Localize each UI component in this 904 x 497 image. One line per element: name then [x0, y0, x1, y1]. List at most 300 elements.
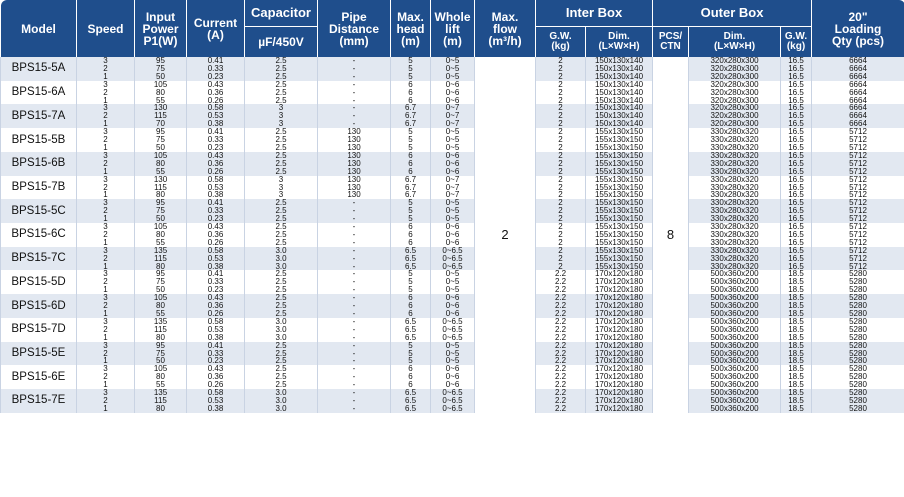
cell-input-power: 80 [135, 231, 187, 239]
cell-outer-dim: 330x280x320 [689, 191, 781, 199]
cell-inter-dim: 150x130x140 [586, 73, 653, 81]
cell-inter-gw: 2.2 [536, 270, 586, 278]
cell-inter-gw: 2 [536, 65, 586, 73]
cell-pipe-distance: - [318, 294, 391, 302]
model-name: BPS15-6E [1, 365, 77, 389]
cell-whole-lift: 0~5 [431, 128, 475, 136]
cell-input-power: 55 [135, 381, 187, 389]
cell-whole-lift: 0~6.5 [431, 255, 475, 263]
cell-inter-gw: 2.2 [536, 326, 586, 334]
cell-capacitor: 3.0 [245, 318, 318, 326]
cell-current: 0.36 [187, 302, 245, 310]
cell-speed: 1 [77, 73, 135, 81]
cell-capacitor: 3.0 [245, 247, 318, 255]
cell-pipe-distance: 130 [318, 184, 391, 192]
cell-outer-gw: 18.5 [781, 350, 812, 358]
cell-loading-qty: 5712 [812, 144, 904, 152]
cell-current: 0.26 [187, 239, 245, 247]
cell-speed: 2 [77, 302, 135, 310]
cell-outer-dim: 500x360x200 [689, 310, 781, 318]
model-name: BPS15-5C [1, 199, 77, 223]
cell-whole-lift: 0~5 [431, 215, 475, 223]
cell-outer-dim: 330x280x320 [689, 239, 781, 247]
table-row [1, 176, 904, 184]
cell-inter-dim: 150x130x140 [586, 89, 653, 97]
cell-outer-dim: 500x360x200 [689, 381, 781, 389]
table-row [1, 318, 904, 326]
cell-speed: 1 [77, 405, 135, 413]
cell-input-power: 80 [135, 263, 187, 271]
cell-outer-dim: 330x280x320 [689, 263, 781, 271]
cell-input-power: 130 [135, 176, 187, 184]
cell-outer-gw: 18.5 [781, 373, 812, 381]
table-row [1, 215, 904, 223]
cell-max-head: 5 [391, 215, 431, 223]
cell-outer-gw: 18.5 [781, 326, 812, 334]
cell-loading-qty: 5280 [812, 294, 904, 302]
model-name: BPS15-5B [1, 128, 77, 152]
cell-outer-dim: 330x280x320 [689, 184, 781, 192]
cell-capacitor: 2.5 [245, 231, 318, 239]
cell-input-power: 95 [135, 128, 187, 136]
cell-max-head: 6 [391, 168, 431, 176]
cell-whole-lift: 0~5 [431, 199, 475, 207]
cell-speed: 1 [77, 97, 135, 105]
cell-speed: 1 [77, 168, 135, 176]
cell-inter-dim: 170x120x180 [586, 310, 653, 318]
cell-speed: 2 [77, 160, 135, 168]
table-row [1, 97, 904, 105]
cell-speed: 1 [77, 239, 135, 247]
cell-speed: 3 [77, 81, 135, 89]
cell-inter-dim: 170x120x180 [586, 334, 653, 342]
cell-inter-dim: 170x120x180 [586, 373, 653, 381]
table-row [1, 263, 904, 271]
cell-current: 0.43 [187, 152, 245, 160]
cell-max-head: 5 [391, 57, 431, 65]
cell-loading-qty: 5280 [812, 373, 904, 381]
cell-input-power: 80 [135, 373, 187, 381]
cell-pipe-distance: - [318, 365, 391, 373]
cell-inter-dim: 170x120x180 [586, 278, 653, 286]
header-speed: Speed [77, 0, 135, 57]
model-name: BPS15-7E [1, 389, 77, 413]
cell-input-power: 50 [135, 144, 187, 152]
cell-max-head: 5 [391, 73, 431, 81]
cell-pipe-distance: - [318, 302, 391, 310]
cell-outer-dim: 320x280x300 [689, 89, 781, 97]
cell-whole-lift: 0~5 [431, 73, 475, 81]
header-current: Current (A) [187, 0, 245, 57]
cell-outer-gw: 16.5 [781, 247, 812, 255]
cell-inter-gw: 2.2 [536, 350, 586, 358]
cell-input-power: 80 [135, 89, 187, 97]
cell-inter-dim: 150x130x140 [586, 97, 653, 105]
cell-outer-dim: 500x360x200 [689, 389, 781, 397]
cell-inter-dim: 155x130x150 [586, 176, 653, 184]
cell-outer-dim: 330x280x320 [689, 207, 781, 215]
table-row [1, 223, 904, 231]
cell-outer-gw: 16.5 [781, 81, 812, 89]
cell-input-power: 80 [135, 405, 187, 413]
cell-capacitor: 3.0 [245, 397, 318, 405]
cell-input-power: 95 [135, 270, 187, 278]
cell-inter-dim: 155x130x150 [586, 223, 653, 231]
cell-current: 0.53 [187, 255, 245, 263]
cell-input-power: 115 [135, 326, 187, 334]
cell-input-power: 75 [135, 350, 187, 358]
cell-whole-lift: 0~6.5 [431, 247, 475, 255]
cell-pipe-distance: - [318, 373, 391, 381]
cell-inter-gw: 2.2 [536, 405, 586, 413]
cell-loading-qty: 5280 [812, 302, 904, 310]
cell-outer-dim: 320x280x300 [689, 73, 781, 81]
header-pcs-ctn: PCS/ CTN [653, 27, 689, 58]
cell-current: 0.41 [187, 57, 245, 65]
cell-loading-qty: 5712 [812, 231, 904, 239]
cell-loading-qty: 6664 [812, 112, 904, 120]
table-row [1, 278, 904, 286]
cell-inter-gw: 2 [536, 231, 586, 239]
cell-inter-dim: 155x130x150 [586, 247, 653, 255]
cell-pipe-distance: - [318, 73, 391, 81]
table-row [1, 397, 904, 405]
cell-inter-dim: 170x120x180 [586, 357, 653, 365]
cell-input-power: 75 [135, 278, 187, 286]
cell-capacitor: 2.5 [245, 144, 318, 152]
cell-input-power: 95 [135, 199, 187, 207]
cell-inter-dim: 170x120x180 [586, 365, 653, 373]
cell-max-head: 6 [391, 239, 431, 247]
table-row [1, 184, 904, 192]
table-row [1, 302, 904, 310]
cell-loading-qty: 6664 [812, 57, 904, 65]
cell-inter-gw: 2 [536, 112, 586, 120]
cell-max-head: 6 [391, 97, 431, 105]
cell-inter-dim: 155x130x150 [586, 239, 653, 247]
cell-speed: 3 [77, 152, 135, 160]
cell-inter-gw: 2.2 [536, 334, 586, 342]
cell-max-head: 5 [391, 342, 431, 350]
cell-whole-lift: 0~6.5 [431, 334, 475, 342]
table-row [1, 168, 904, 176]
cell-loading-qty: 5712 [812, 247, 904, 255]
table-row [1, 381, 904, 389]
cell-whole-lift: 0~6 [431, 231, 475, 239]
cell-speed: 1 [77, 357, 135, 365]
cell-whole-lift: 0~6 [431, 365, 475, 373]
table-row [1, 270, 904, 278]
cell-input-power: 130 [135, 104, 187, 112]
cell-current: 0.38 [187, 191, 245, 199]
cell-inter-dim: 155x130x150 [586, 160, 653, 168]
cell-inter-dim: 150x130x140 [586, 81, 653, 89]
cell-input-power: 105 [135, 223, 187, 231]
table-row [1, 89, 904, 97]
cell-whole-lift: 0~6 [431, 381, 475, 389]
cell-current: 0.33 [187, 136, 245, 144]
cell-max-head: 6.5 [391, 247, 431, 255]
cell-speed: 1 [77, 191, 135, 199]
cell-max-head: 6 [391, 231, 431, 239]
model-name: BPS15-5A [1, 57, 77, 81]
cell-input-power: 115 [135, 255, 187, 263]
header-outer-box: Outer Box [653, 0, 812, 27]
cell-speed: 3 [77, 247, 135, 255]
cell-speed: 3 [77, 128, 135, 136]
cell-inter-gw: 2.2 [536, 397, 586, 405]
table-row [1, 81, 904, 89]
cell-capacitor: 2.5 [245, 294, 318, 302]
cell-outer-dim: 320x280x300 [689, 112, 781, 120]
cell-whole-lift: 0~7 [431, 120, 475, 128]
cell-whole-lift: 0~7 [431, 112, 475, 120]
cell-outer-dim: 500x360x200 [689, 302, 781, 310]
cell-current: 0.26 [187, 381, 245, 389]
table-row [1, 120, 904, 128]
cell-loading-qty: 5712 [812, 128, 904, 136]
cell-inter-gw: 2.2 [536, 294, 586, 302]
cell-capacitor: 2.5 [245, 223, 318, 231]
cell-outer-dim: 500x360x200 [689, 405, 781, 413]
cell-outer-dim: 500x360x200 [689, 294, 781, 302]
cell-current: 0.41 [187, 270, 245, 278]
cell-whole-lift: 0~5 [431, 144, 475, 152]
cell-capacitor: 2.5 [245, 81, 318, 89]
cell-max-head: 5 [391, 270, 431, 278]
cell-inter-gw: 2 [536, 199, 586, 207]
cell-input-power: 55 [135, 97, 187, 105]
cell-capacitor: 2.5 [245, 57, 318, 65]
cell-max-head: 6.5 [391, 263, 431, 271]
cell-outer-dim: 500x360x200 [689, 270, 781, 278]
cell-outer-gw: 16.5 [781, 73, 812, 81]
cell-max-head: 6.5 [391, 334, 431, 342]
cell-inter-gw: 2.2 [536, 389, 586, 397]
cell-input-power: 135 [135, 318, 187, 326]
cell-loading-qty: 5280 [812, 326, 904, 334]
cell-current: 0.26 [187, 168, 245, 176]
cell-inter-gw: 2.2 [536, 381, 586, 389]
cell-speed: 1 [77, 381, 135, 389]
cell-current: 0.41 [187, 342, 245, 350]
cell-capacitor: 2.5 [245, 342, 318, 350]
cell-loading-qty: 5712 [812, 215, 904, 223]
cell-loading-qty: 6664 [812, 104, 904, 112]
header-loading-qty: 20" Loading Qty (pcs) [812, 0, 904, 57]
cell-speed: 3 [77, 57, 135, 65]
cell-pipe-distance: - [318, 357, 391, 365]
cell-outer-gw: 18.5 [781, 278, 812, 286]
cell-speed: 2 [77, 89, 135, 97]
table-row [1, 57, 904, 65]
cell-whole-lift: 0~6 [431, 239, 475, 247]
cell-capacitor: 2.5 [245, 239, 318, 247]
table-row [1, 342, 904, 350]
cell-whole-lift: 0~5 [431, 357, 475, 365]
cell-pipe-distance: 130 [318, 152, 391, 160]
cell-pipe-distance: - [318, 97, 391, 105]
cell-capacitor: 2.5 [245, 97, 318, 105]
cell-loading-qty: 5280 [812, 405, 904, 413]
cell-outer-gw: 16.5 [781, 160, 812, 168]
cell-input-power: 50 [135, 73, 187, 81]
cell-input-power: 105 [135, 81, 187, 89]
cell-outer-gw: 16.5 [781, 176, 812, 184]
cell-outer-gw: 16.5 [781, 112, 812, 120]
cell-loading-qty: 5712 [812, 199, 904, 207]
header-outer-dim: Dim. (L×W×H) [689, 27, 781, 58]
cell-current: 0.23 [187, 73, 245, 81]
cell-pipe-distance: - [318, 81, 391, 89]
cell-whole-lift: 0~6 [431, 81, 475, 89]
cell-capacitor: 3 [245, 104, 318, 112]
cell-speed: 1 [77, 286, 135, 294]
cell-whole-lift: 0~6 [431, 223, 475, 231]
cell-outer-gw: 16.5 [781, 215, 812, 223]
cell-max-head: 5 [391, 65, 431, 73]
cell-capacitor: 2.5 [245, 373, 318, 381]
table-row [1, 128, 904, 136]
cell-pipe-distance: 130 [318, 160, 391, 168]
cell-pipe-distance: - [318, 207, 391, 215]
cell-loading-qty: 5280 [812, 318, 904, 326]
cell-max-head: 6 [391, 223, 431, 231]
cell-speed: 1 [77, 215, 135, 223]
cell-inter-gw: 2 [536, 57, 586, 65]
model-name: BPS15-6D [1, 294, 77, 318]
cell-inter-gw: 2 [536, 81, 586, 89]
cell-inter-dim: 155x130x150 [586, 231, 653, 239]
table-row [1, 231, 904, 239]
cell-loading-qty: 5280 [812, 278, 904, 286]
cell-inter-gw: 2.2 [536, 302, 586, 310]
cell-input-power: 55 [135, 168, 187, 176]
cell-pipe-distance: 130 [318, 176, 391, 184]
cell-max-head: 5 [391, 350, 431, 358]
table-row [1, 144, 904, 152]
cell-max-head: 5 [391, 136, 431, 144]
cell-loading-qty: 5712 [812, 168, 904, 176]
cell-inter-gw: 2 [536, 223, 586, 231]
table-row [1, 310, 904, 318]
cell-current: 0.23 [187, 286, 245, 294]
cell-inter-dim: 155x130x150 [586, 263, 653, 271]
cell-max-head: 5 [391, 144, 431, 152]
cell-outer-dim: 330x280x320 [689, 231, 781, 239]
cell-current: 0.41 [187, 199, 245, 207]
cell-whole-lift: 0~5 [431, 350, 475, 358]
table-row [1, 199, 904, 207]
cell-whole-lift: 0~7 [431, 176, 475, 184]
cell-speed: 3 [77, 365, 135, 373]
cell-outer-dim: 500x360x200 [689, 365, 781, 373]
cell-whole-lift: 0~5 [431, 286, 475, 294]
cell-loading-qty: 5712 [812, 176, 904, 184]
cell-whole-lift: 0~6.5 [431, 263, 475, 271]
cell-max-head: 6.7 [391, 191, 431, 199]
cell-loading-qty: 5280 [812, 357, 904, 365]
cell-capacitor: 3.0 [245, 405, 318, 413]
cell-loading-qty: 6664 [812, 89, 904, 97]
cell-speed: 2 [77, 184, 135, 192]
cell-inter-dim: 170x120x180 [586, 294, 653, 302]
cell-inter-gw: 2 [536, 89, 586, 97]
cell-input-power: 70 [135, 120, 187, 128]
cell-inter-gw: 2 [536, 255, 586, 263]
cell-input-power: 80 [135, 191, 187, 199]
cell-input-power: 75 [135, 65, 187, 73]
cell-pipe-distance: - [318, 104, 391, 112]
cell-inter-dim: 155x130x150 [586, 168, 653, 176]
cell-outer-dim: 330x280x320 [689, 144, 781, 152]
cell-outer-gw: 16.5 [781, 255, 812, 263]
cell-max-head: 6.5 [391, 397, 431, 405]
cell-outer-dim: 320x280x300 [689, 97, 781, 105]
cell-input-power: 115 [135, 397, 187, 405]
cell-outer-dim: 500x360x200 [689, 334, 781, 342]
table-row [1, 255, 904, 263]
cell-current: 0.43 [187, 365, 245, 373]
cell-max-head: 6.7 [391, 104, 431, 112]
cell-inter-gw: 2 [536, 104, 586, 112]
cell-outer-gw: 16.5 [781, 104, 812, 112]
table-row [1, 104, 904, 112]
cell-whole-lift: 0~6 [431, 302, 475, 310]
cell-inter-dim: 170x120x180 [586, 286, 653, 294]
cell-outer-gw: 18.5 [781, 405, 812, 413]
cell-inter-dim: 170x120x180 [586, 389, 653, 397]
cell-current: 0.53 [187, 112, 245, 120]
cell-inter-dim: 170x120x180 [586, 270, 653, 278]
cell-speed: 2 [77, 397, 135, 405]
cell-inter-gw: 2 [536, 73, 586, 81]
cell-whole-lift: 0~5 [431, 65, 475, 73]
cell-inter-gw: 2 [536, 128, 586, 136]
cell-outer-gw: 16.5 [781, 144, 812, 152]
cell-max-head: 6.5 [391, 389, 431, 397]
cell-input-power: 105 [135, 365, 187, 373]
cell-outer-gw: 18.5 [781, 365, 812, 373]
cell-inter-gw: 2.2 [536, 342, 586, 350]
cell-loading-qty: 5280 [812, 334, 904, 342]
cell-pipe-distance: - [318, 389, 391, 397]
header-capacitor: Capacitor [245, 0, 318, 27]
header-max-head: Max. head (m) [391, 0, 431, 57]
cell-pipe-distance: - [318, 239, 391, 247]
cell-capacitor: 2.5 [245, 270, 318, 278]
cell-input-power: 80 [135, 160, 187, 168]
table-row [1, 389, 904, 397]
cell-outer-gw: 18.5 [781, 302, 812, 310]
header-whole-lift: Whole lift (m) [431, 0, 475, 57]
cell-loading-qty: 5712 [812, 191, 904, 199]
cell-inter-dim: 170x120x180 [586, 326, 653, 334]
cell-current: 0.43 [187, 294, 245, 302]
table-row [1, 286, 904, 294]
cell-input-power: 55 [135, 310, 187, 318]
cell-inter-gw: 2 [536, 215, 586, 223]
cell-loading-qty: 5712 [812, 136, 904, 144]
cell-inter-dim: 155x130x150 [586, 144, 653, 152]
cell-loading-qty: 5280 [812, 310, 904, 318]
cell-inter-gw: 2 [536, 247, 586, 255]
cell-inter-dim: 170x120x180 [586, 302, 653, 310]
cell-max-head: 6.7 [391, 112, 431, 120]
cell-inter-gw: 2 [536, 136, 586, 144]
cell-whole-lift: 0~6 [431, 310, 475, 318]
cell-current: 0.36 [187, 89, 245, 97]
